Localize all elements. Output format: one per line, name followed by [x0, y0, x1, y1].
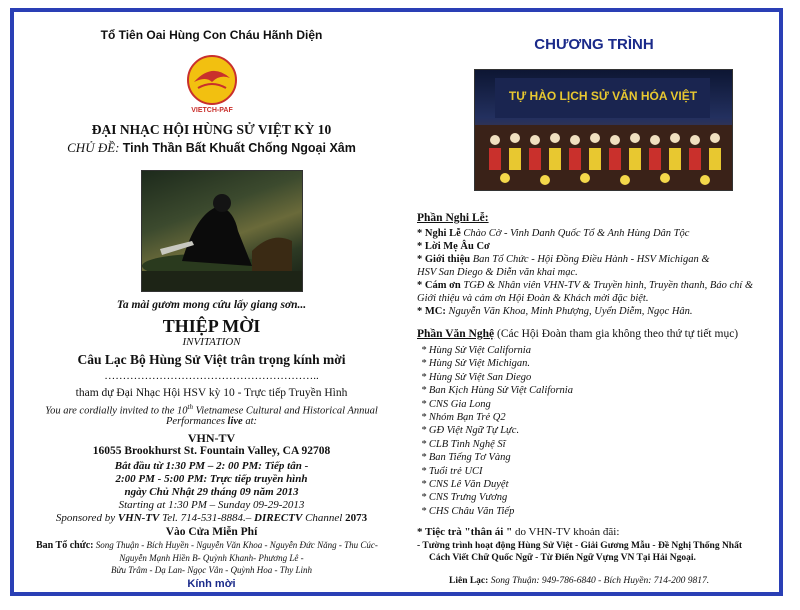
- committee-line3: Bửu Trâm - Dạ Lan- Ngọc Vân - Quỳnh Hoa - Thy Linh: [111, 565, 312, 575]
- arts-item: * Hùng Sử Việt Michigan.: [421, 358, 531, 370]
- right-panel: [409, 12, 779, 592]
- sponsor-text: Sponsored by: [55, 512, 118, 524]
- english-text: Vietnamese Cultural and Historical Annual: [192, 405, 378, 417]
- theme-value: Tinh Thần Bất Khuất Chống Ngoại Xâm: [122, 141, 356, 155]
- ceremony-item-text: Ban Tổ Chức - Hội Đồng Điều Hành - HSV Michigan &: [470, 254, 710, 265]
- header-title: Tổ Tiên Oai Hùng Con Cháu Hãnh Diện: [100, 28, 323, 42]
- schedule-line3: ngày Chủ Nhật 29 tháng 09 năm 2013: [124, 486, 299, 498]
- ceremony-item-label: * MC:: [417, 306, 446, 317]
- ceremony-heading: Phần Nghi Lễ:: [417, 212, 489, 224]
- committee-names: Song Thuận - Bích Huyền - Nguyễn Văn Khoa - Nguyễn Đức Năng - Thu Cúc-: [95, 540, 378, 550]
- ceremony-item: [417, 254, 710, 266]
- sponsor-directv: DIRECTV: [254, 512, 303, 524]
- invite-subtitle: INVITATION: [182, 336, 241, 348]
- sponsor-line: [14, 512, 409, 524]
- ceremony-item-label: * Lời Mẹ Âu Cơ: [417, 241, 490, 252]
- arts-item: * GĐ Việt Ngữ Tự Lực.: [421, 425, 520, 437]
- ceremony-item-text: Nguyễn Văn Khoa, Minh Phượng, Uyển Diễm, Ngọc Hân.: [445, 306, 693, 317]
- ceremony-item: [417, 267, 578, 279]
- event-title: ĐẠI NHẠC HỘI HÙNG SỬ VIỆT KỲ 10: [91, 122, 332, 137]
- committee-label: Ban Tổ chức:: [36, 540, 94, 551]
- ceremony-item: [417, 293, 648, 305]
- arts-item: * Hùng Sử Việt California: [421, 345, 531, 356]
- schedule-line4: Starting at 1:30 PM – Sunday 09-29-2013: [118, 499, 305, 511]
- venue-address: 16055 Brookhurst St. Fountain Valley, CA 92708: [92, 445, 331, 457]
- dots-divider: …………………………………………………..: [104, 370, 319, 382]
- invite-title: THIỆP MỜI: [162, 316, 261, 336]
- club-logo: [180, 52, 244, 116]
- arts-item: * CHS Châu Văn Tiếp: [421, 505, 515, 517]
- committee-line1: [36, 540, 378, 551]
- arts-note: (Các Hội Đoàn tham gia không theo thứ tự tiết mục): [494, 328, 739, 340]
- ceremony-item: [417, 241, 490, 253]
- ceremony-item: [417, 228, 689, 240]
- attend-line: tham dự Đại Nhạc Hội HSV kỳ 10 - Trực tiếp Truyền Hình: [75, 387, 348, 399]
- theme-line: [14, 140, 409, 156]
- ceremony-item-text: Chào Cờ - Vinh Danh Quốc Tổ & Anh Hùng Dân Tộc: [460, 228, 690, 239]
- left-panel: [14, 12, 409, 592]
- schedule-line1: Bắt đầu từ 1:30 PM – 2: 00 PM: Tiếp tân -: [114, 460, 309, 472]
- arts-item: * CLB Tình Nghệ Sĩ: [421, 438, 506, 450]
- arts-item: * Ban Tiếng Tơ Vàng: [421, 452, 511, 464]
- arts-item: * CNS Lê Văn Duyệt: [421, 479, 509, 490]
- arts-item: * Nhóm Bạn Trẻ Q2: [421, 412, 506, 423]
- arts-heading: Phần Văn Nghệ: [417, 328, 495, 340]
- stage-photo: [474, 69, 733, 191]
- arts-item: * CNS Trưng Vương: [421, 492, 508, 504]
- ceremony-item-label: * Cám ơn: [417, 280, 461, 291]
- tea-line2: - Tường trình hoạt động Hùng Sử Việt - Giải Gương Mẫu - Đề Nghị Thống Nhất: [417, 541, 742, 551]
- historical-painting: [141, 170, 303, 292]
- english-invite-line1: [14, 403, 409, 417]
- arts-item: * Hùng Sử Việt San Diego: [421, 371, 532, 383]
- ceremony-item-text: TGĐ & Nhân viên VHN-TV & Truyền hình, Truyền thanh, Báo chí &: [460, 280, 754, 291]
- free-entry: Vào Cửa Miễn Phí: [165, 526, 258, 538]
- club-invite: Câu Lạc Bộ Hùng Sử Việt trân trọng kính mời: [77, 352, 346, 367]
- english-text: Performances: [166, 416, 228, 427]
- painting-caption: Ta mài gươm mong cứu lấy giang sơn...: [116, 299, 307, 311]
- svg-text:VIETCH-PAF: VIETCH-PAF: [191, 107, 233, 114]
- ceremony-item: [417, 306, 693, 318]
- english-text: at:: [242, 416, 257, 427]
- program-title: CHƯƠNG TRÌNH: [534, 36, 654, 53]
- english-invite-line2: [14, 416, 409, 427]
- contact-label: Liên Lạc:: [449, 576, 489, 586]
- venue-name: VHN-TV: [187, 431, 236, 445]
- tea-label: * Tiệc trà "thân ái ": [417, 526, 513, 538]
- arts-item: * Tuổi trẻ UCI: [421, 465, 483, 477]
- svg-text:TỰ HÀO LỊCH SỬ VĂN HÓA VIỆT: TỰ HÀO LỊCH SỬ VĂN HÓA VIỆT: [508, 89, 698, 103]
- sponsor-vhntv: VHN-TV: [117, 512, 160, 524]
- sponsor-text: Tel. 714-531-8884.–: [159, 512, 255, 524]
- ordinal-suffix: th: [187, 403, 193, 411]
- arts-item: * CNS Gia Long: [421, 398, 491, 410]
- contact-value: Song Thuận: 949-786-6840 - Bích Huyền: 714-200 9817.: [488, 576, 710, 586]
- live-word: live: [227, 416, 243, 427]
- sponsor-channel: 2073: [345, 512, 368, 524]
- closing-text: Kính mời: [187, 578, 236, 590]
- tea-line1: [417, 526, 619, 538]
- invitation-card: [10, 8, 783, 596]
- theme-label: CHỦ ĐỀ:: [67, 140, 120, 155]
- english-text: You are cordially invited to the 10: [45, 405, 188, 417]
- ceremony-item-text: HSV San Diego & Diễn văn khai mạc.: [417, 267, 578, 278]
- ceremony-item: [417, 280, 753, 292]
- ceremony-item-text: Giới thiệu và cảm ơn Hội Đoàn & Khách mời đặc biệt.: [417, 293, 649, 304]
- ceremony-item-label: * Giới thiệu: [417, 254, 471, 265]
- tea-text: do VHN-TV khoản đãi:: [512, 526, 620, 538]
- committee-line2: Nguyễn Mạnh Hiền B- Quỳnh Khanh- Phương Lê -: [119, 553, 304, 563]
- sponsor-text: Channel: [302, 512, 346, 524]
- schedule-line2: 2:00 PM - 5:00 PM: Trực tiếp truyền hình: [115, 473, 308, 485]
- contact-line: [449, 575, 709, 587]
- tea-line3: Cách Viết Chữ Quốc Ngữ - Từ Điển Ngữ Vựng VN Tại Hải Ngoại.: [429, 553, 696, 563]
- arts-item: * Ban Kịch Hùng Sử Việt California: [421, 385, 573, 397]
- ceremony-item-label: * Nghi Lễ: [417, 228, 461, 239]
- arts-heading-line: [417, 328, 738, 340]
